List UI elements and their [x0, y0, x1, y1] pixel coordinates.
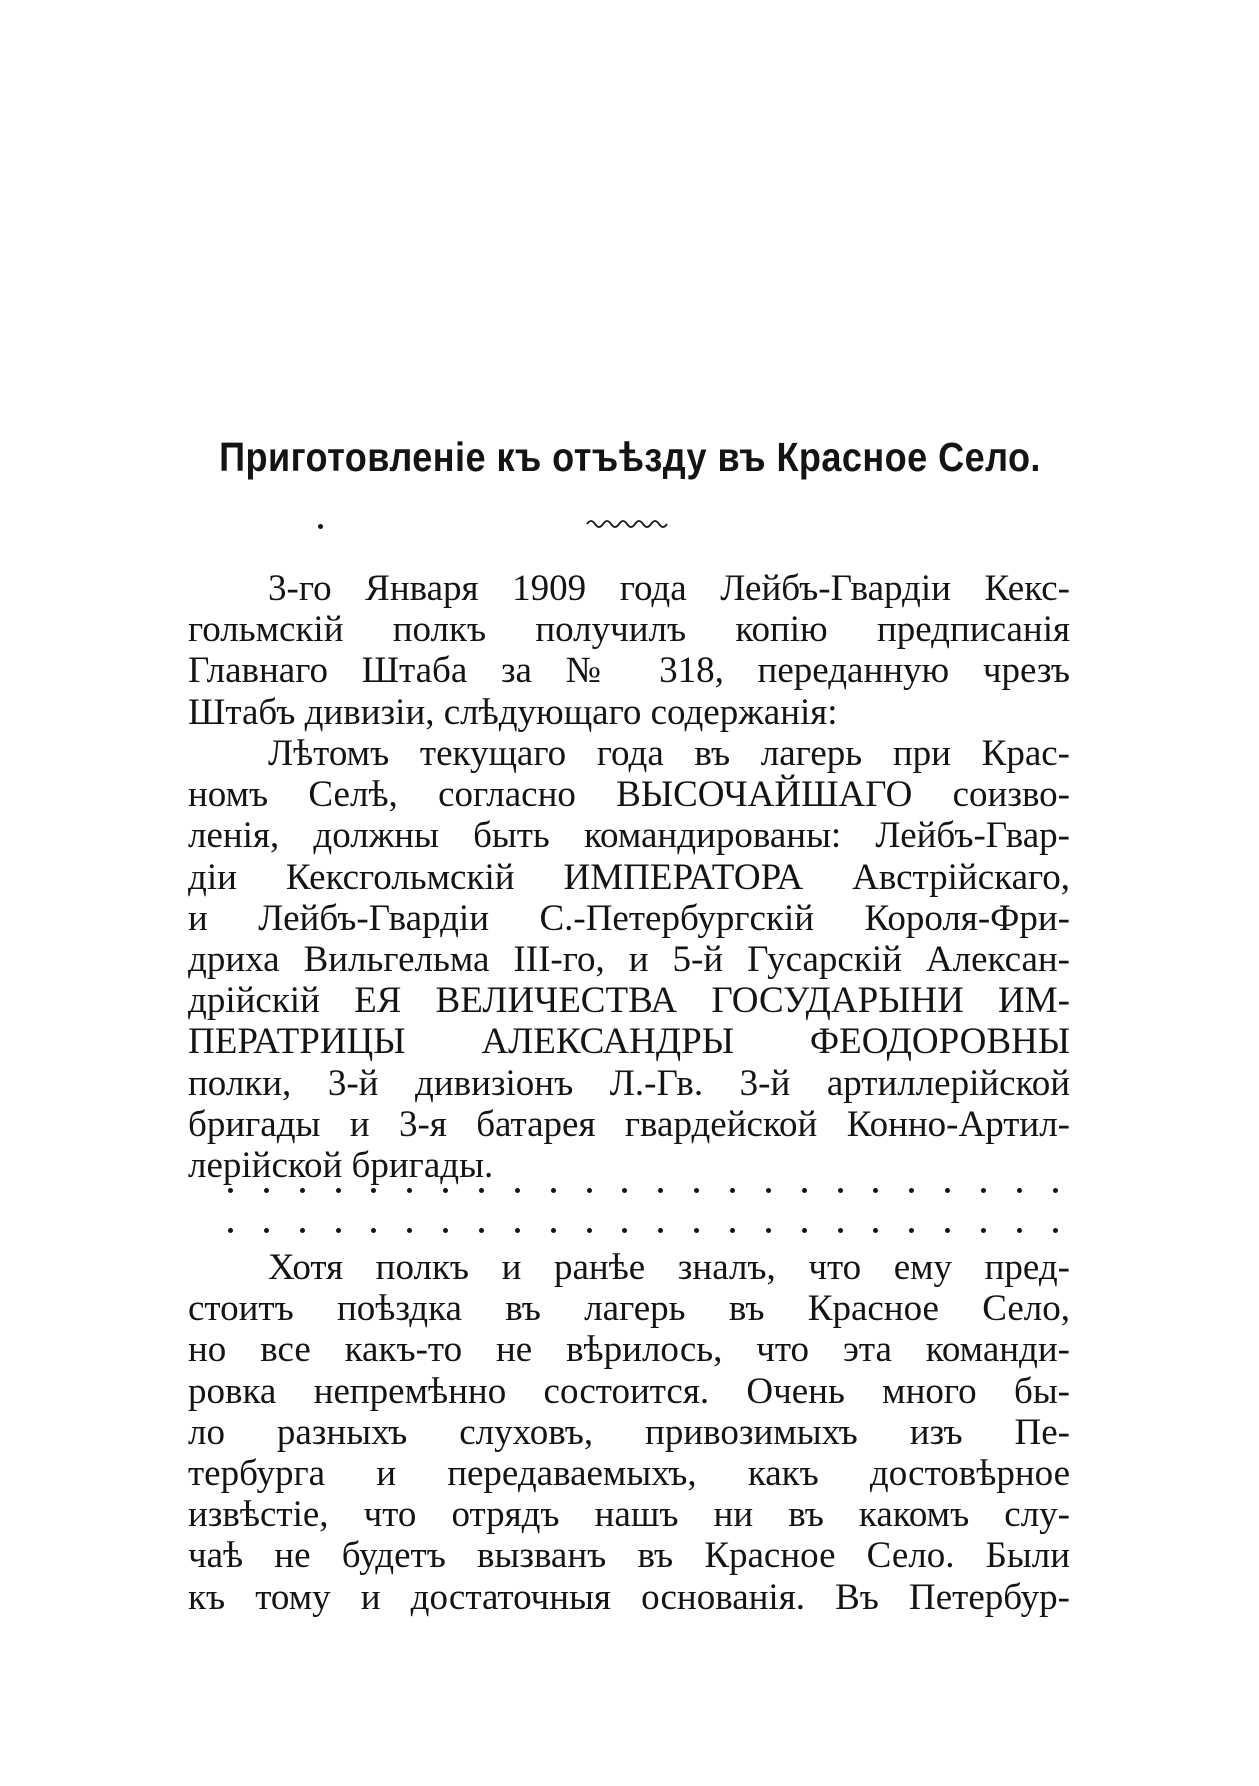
text-line: ПЕРАТРИЦЫ АЛЕКСАНДРЫ ФЕОДОРОВНЫ [188, 1021, 1070, 1063]
text-line: ленія, должны быть командированы: Лейбъ-Гвар- [188, 815, 1070, 857]
text-line: номъ Селѣ, согласно ВЫСОЧАЙШАГО соизво- [188, 774, 1070, 816]
paragraph-1 [188, 568, 1070, 733]
text-line: Главнаго Штаба за № 318, переданную чрезъ [188, 650, 1070, 692]
text-line: Хотя полкъ и ранѣе зналъ, что ему пред- [268, 1247, 1070, 1288]
chapter-title: Приготовленіе къ отъѣзду въ Красное Село. [219, 434, 1041, 480]
paragraph-3 [188, 1247, 1070, 1618]
text-line: и Лейбъ-Гвардіи С.-Петербургскій Короля-Фри- [188, 897, 1070, 939]
text-line: гольмскій полкъ получилъ копію предписанія [188, 609, 1070, 651]
text-line: дрійскій ЕЯ ВЕЛИЧЕСТВА ГОСУДАРЫНИ ИМ- [188, 980, 1070, 1022]
text-line: Лѣтомъ текущаго года въ лагерь при Крас- [268, 733, 1070, 774]
text-line: къ тому и достаточныя основанія. Въ Петербур- [188, 1576, 1070, 1618]
text-line: ло разныхъ слуховъ, привозимыхъ изъ Пе- [188, 1411, 1070, 1453]
text-line: тербурга и передаваемыхъ, какъ достовѣрное [188, 1452, 1070, 1494]
text-line: 3-го Января 1909 года Лейбъ-Гвардіи Кекс- [268, 568, 1070, 609]
text-line: діи Кексгольмскій ИМПЕРАТОРА Австрійскаго, [188, 856, 1070, 898]
text-line: чаѣ не будетъ вызванъ въ Красное Село. Были [188, 1535, 1070, 1577]
text-line: ровка непремѣнно состоится. Очень много бы- [188, 1370, 1070, 1412]
text-line: дриха Вильгельма III-го, и 5-й Гусарскій Алексан- [188, 938, 1070, 980]
text-line: полки, 3-й дивизіонъ Л.-Гв. 3-й артиллерійской [188, 1062, 1070, 1104]
text-line: лерійской бригады. [188, 1144, 494, 1186]
stray-dot [318, 524, 323, 529]
text-line: стоитъ поѣздка въ лагерь въ Красное Село, [188, 1288, 1070, 1330]
text-line: Штабъ дивизіи, слѣдующаго содержанія: [188, 691, 838, 733]
text-line: извѣстіе, что отрядъ нашъ ни въ какомъ слу- [188, 1494, 1070, 1536]
decorative-wavy-rule [585, 516, 669, 530]
text-line: бригады и 3-я батарея гвардейской Конно-Артил- [188, 1103, 1070, 1145]
paragraph-2 [188, 733, 1070, 1186]
ellipsis-row-2 [228, 1228, 1058, 1233]
ellipsis-row-1 [228, 1188, 1058, 1193]
text-line: но все какъ-то не вѣрилось, что эта команди- [188, 1329, 1070, 1371]
